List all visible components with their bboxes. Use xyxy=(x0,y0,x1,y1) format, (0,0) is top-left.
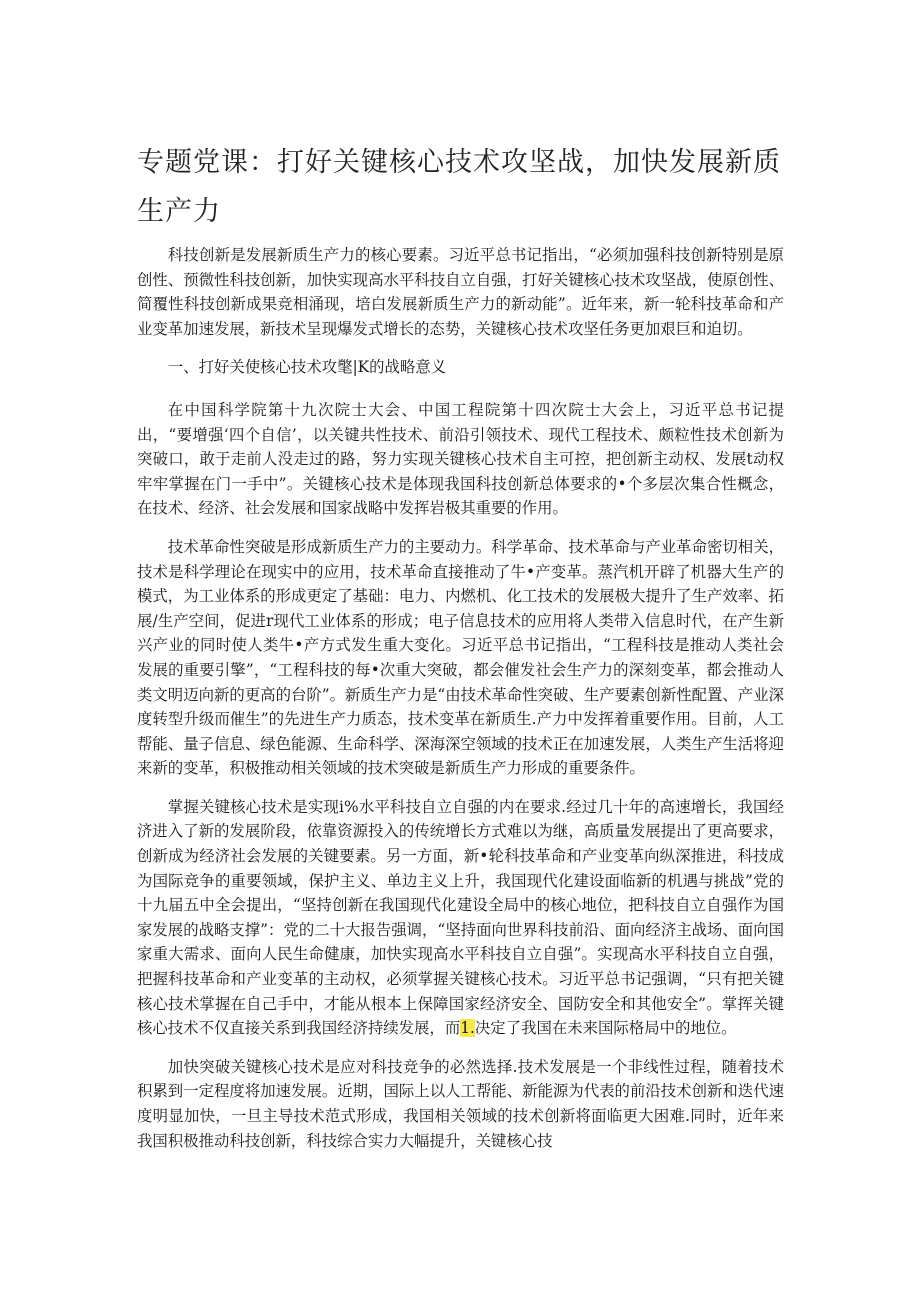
paragraph-3: 技术革命性突破是形成新质生产力的主要动力。科学革命、技术革命与产业革命密切相关，技术是科学理论在现实中的应用，技术革命直接推动了牛•产变革。蒸汽机开辟了机器大生产的模式，为工业体系的形成更定了基础：电力、内燃机、化工技术的发展极大提升了生产效率、拓展/生产空间，促进r现代工业体系的形成；电子信息技术的应用将人类带入信息时代，在产生新兴产业的同时使人类牛•产方式发生重大变化。习近平总书记指出，“工程科技是推动人类社会发展的重要引擎”，“工程科技的每•次重大突破，都会催发社会生产力的深刻变革，都会推动人类文明迈向新的更高的台阶”。新质生产力是“由技术革命性突破、生产要素创新性配置、产业深度转型升级而催生”的先进生产力质态，技术变革在新质生.产力中发挥着重要作用。目前，人工帮能、量子信息、绿色能源、生命科学、深海深空领域的技术正在加速发展，人类生产生活将迎来新的变革，积极推动相关领域的技术突破是新质生产力形成的重要条件。 xyxy=(137,537,784,778)
paragraph-intro: 科技创新是发展新质生产力的核心要素。习近平总书记指出，“必须加强科技创新特别是原创性、预微性科技创新，加快实现高水平科技自立自强，打好关键核心技术攻坚战，使原创性、简覆性科技创新成果竞相涌现，培白发展新质生产力的新动能”。近年来，新一轮科技革命和产业变革加速发展，新技术呈现爆发式增长的态势，关键核心技术攻坚任务更加艰巨和迫切。 xyxy=(137,246,784,338)
paragraph-4-text-b: 决定了我国在未来国际格局中的地位。 xyxy=(474,1019,737,1038)
highlighted-text: 1. xyxy=(460,1019,475,1038)
document-body xyxy=(137,243,784,1167)
document-title: 专题党课：打好关键核心技术攻坚战，加快发展新质生产力 xyxy=(137,147,781,227)
paragraph-4-text-a: 掌握关键核心技术是实现i%水平科技自立自强的内在要求.经过几十年的高速增长，我国经济进入了新的发展阶段，依靠资源投入的传统增长方式难以为继，高质量发展提出了更高要求，创新成为经济社会发展的关键要素。另一方面，新•轮科技革命和产业变革向纵深推进，科技成为国际竞争的重要领域，保护主义、单边主义上升，我国现代化建设面临新的机遇与挑战”党的十九届五中全会提出，“坚持创新在我国现代化建设全局中的核心地位，把科技自立自强作为国家发展的战略支撑”：党的二十大报告强调，“坚持面向世界科技前沿、面向经济主战场、面向国家重大需求、面向人民生命健康，加快实现高水平科技自立自强”。实现高水平科技自立自强，把握科技革命和产业变革的主动权，必须掌握关键核心技术。习近平总书记强调，“只有把关键核心技术掌握在自己手中，才能从根本上保障国家经济安全、国防安全和其他安全”。掌挥关键核心技术不仅直接关系到我国经济持续发展，而 xyxy=(137,797,784,1038)
paragraph-2: 在中国科学院第十九次院士大会、中国工程院第十四次院士大会上，习近平总书记提出，“要增强‘四个自信’，以关键共性技术、前沿引领技术、现代工程技术、颇粒性技术创新为突破口，敢于走前人没走过的路，努力实现关键核心技术自主可控，把创新主动权、发展t动权牢牢掌握在门一手中”。关键核心技术是体现我国科技创新总体要求的•个多层次集合性概念，在技术、经济、社会发展和国家战略中发挥岩极其重要的作用。 xyxy=(137,400,784,518)
paragraph-4 xyxy=(137,795,784,1041)
paragraph-5: 加快突破关键核心技术是应对科技竞争的必然选择.技术发展是一个非线性过程，随着技术积累到一定程度将加速发展。近期，国际上以人工帮能、新能源为代表的前沿技术创新和迭代速度明显加快，一旦主导技术范式形成，我国相关领域的技术创新将面临更大困难.同时，近年来我国积极推动科技创新，科技综合实力大幅提升，关键核心技 xyxy=(137,1057,784,1150)
section-heading-1: 一、打好关使核心技术攻氅|K的战略意义 xyxy=(167,358,447,377)
